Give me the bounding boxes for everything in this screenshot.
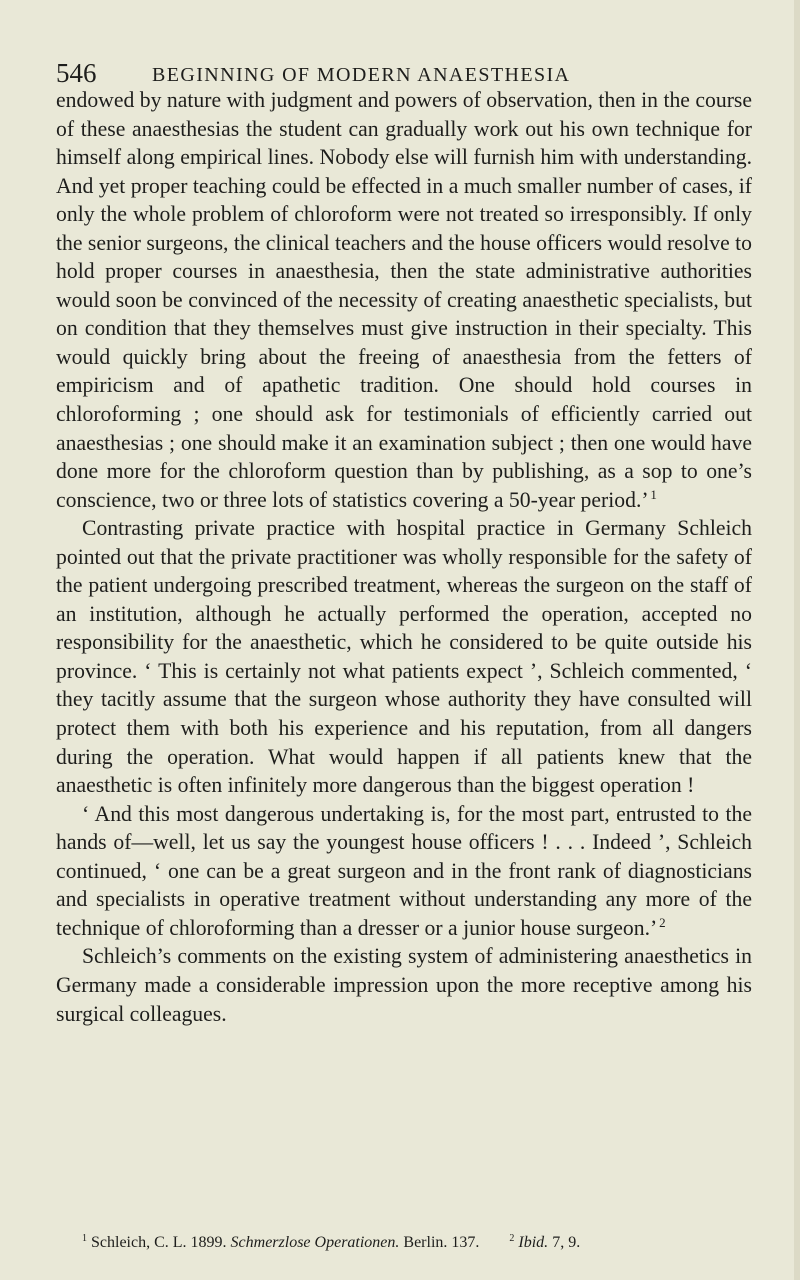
footnote-mark: 1 <box>82 1233 87 1244</box>
body-text <box>56 86 752 1028</box>
paragraph <box>56 514 752 799</box>
paragraph <box>56 800 752 943</box>
footnotes <box>82 1228 762 1254</box>
paragraph-text: Contrasting private practice with hospital practice in Germany Schleich pointed out that the private practitioner was wholly responsible for the safety of the patient undergoing prescribed treatment, whereas the surgeon on the staff of an institution, although he actually performed the operation, accepted no responsibility for the anaesthetic, which he considered to be quite outside his province. ‘ This is certainly not what patients expect ’, Schleich commented, ‘ they tacitly assume that the surgeon whose authority they have consulted will protect them with both his experience and his reputation, from all dangers during the operation. What would happen if all patients knew that the anaesthetic is often infinitely more dangerous than the biggest operation ! <box>56 516 752 798</box>
paragraph-text: endowed by nature with judgment and powers of observation, then in the course of these anaesthesias the student can gradually work out his own technique for himself along empirical lines. Nobody else will furnish him with understanding. And yet proper teaching could be effected in a much smaller number of cases, if only the whole problem of chloroform were not treated so irresponsibly. If only the senior surgeons, the clinical teachers and the house officers would resolve to hold proper courses in anaesthesia, then the state administrative authorities would soon be convinced of the necessity of creating anaesthetic specialists, but on condition that they themselves must give instruction in their specialty. This would quickly bring about the freeing of anaesthesia from the fetters of empiricism and of apathetic tradition. One should hold courses in chloroforming ; one should ask for testimonials of efficiently carried out anaesthesias ; one should make it an examination subject ; then one would have done more for the chloroform question than by publishing, as a sop to one’s conscience, two or three lots of statistics covering a 50-year period.’ <box>56 88 753 512</box>
footnote-2 <box>509 1234 580 1251</box>
paragraph-text: Schleich’s comments on the existing system of administering anaesthetics in Germany made a considerable impression upon the more receptive among his surgical colleagues. <box>56 944 752 1026</box>
page-number: 546 <box>56 58 97 88</box>
footnote-text: Schleich, C. L. 1899. <box>91 1234 227 1251</box>
footnote-reference: 1 <box>650 486 657 502</box>
footnote-title: Ibid. <box>518 1234 549 1251</box>
running-head: BEGINNING OF MODERN ANAESTHESIA <box>152 64 571 86</box>
footnote-text: 7, 9. <box>552 1234 581 1251</box>
paragraph-continuation <box>56 86 752 514</box>
paragraph-text: ‘ And this most dangerous undertaking is, for the most part, entrusted to the hands of—well, let us say the youngest house officers ! . . . Indeed ’, Schleich continued, ‘ one can be a great surgeon and in the front rank of diagnosticians and specialists in operative treatment without understanding any more of the technique of chloroforming than a dresser or a junior house surgeon.’ <box>56 801 752 940</box>
footnote-reference: 2 <box>659 914 666 930</box>
page-edge-shadow <box>794 0 800 1280</box>
footnote-1 <box>82 1234 483 1251</box>
footnote-text: Berlin. 137. <box>403 1234 480 1251</box>
footnote-mark: 2 <box>509 1233 515 1244</box>
footnote-title: Schmerzlose Operationen. <box>230 1234 400 1251</box>
paragraph <box>56 942 752 1028</box>
